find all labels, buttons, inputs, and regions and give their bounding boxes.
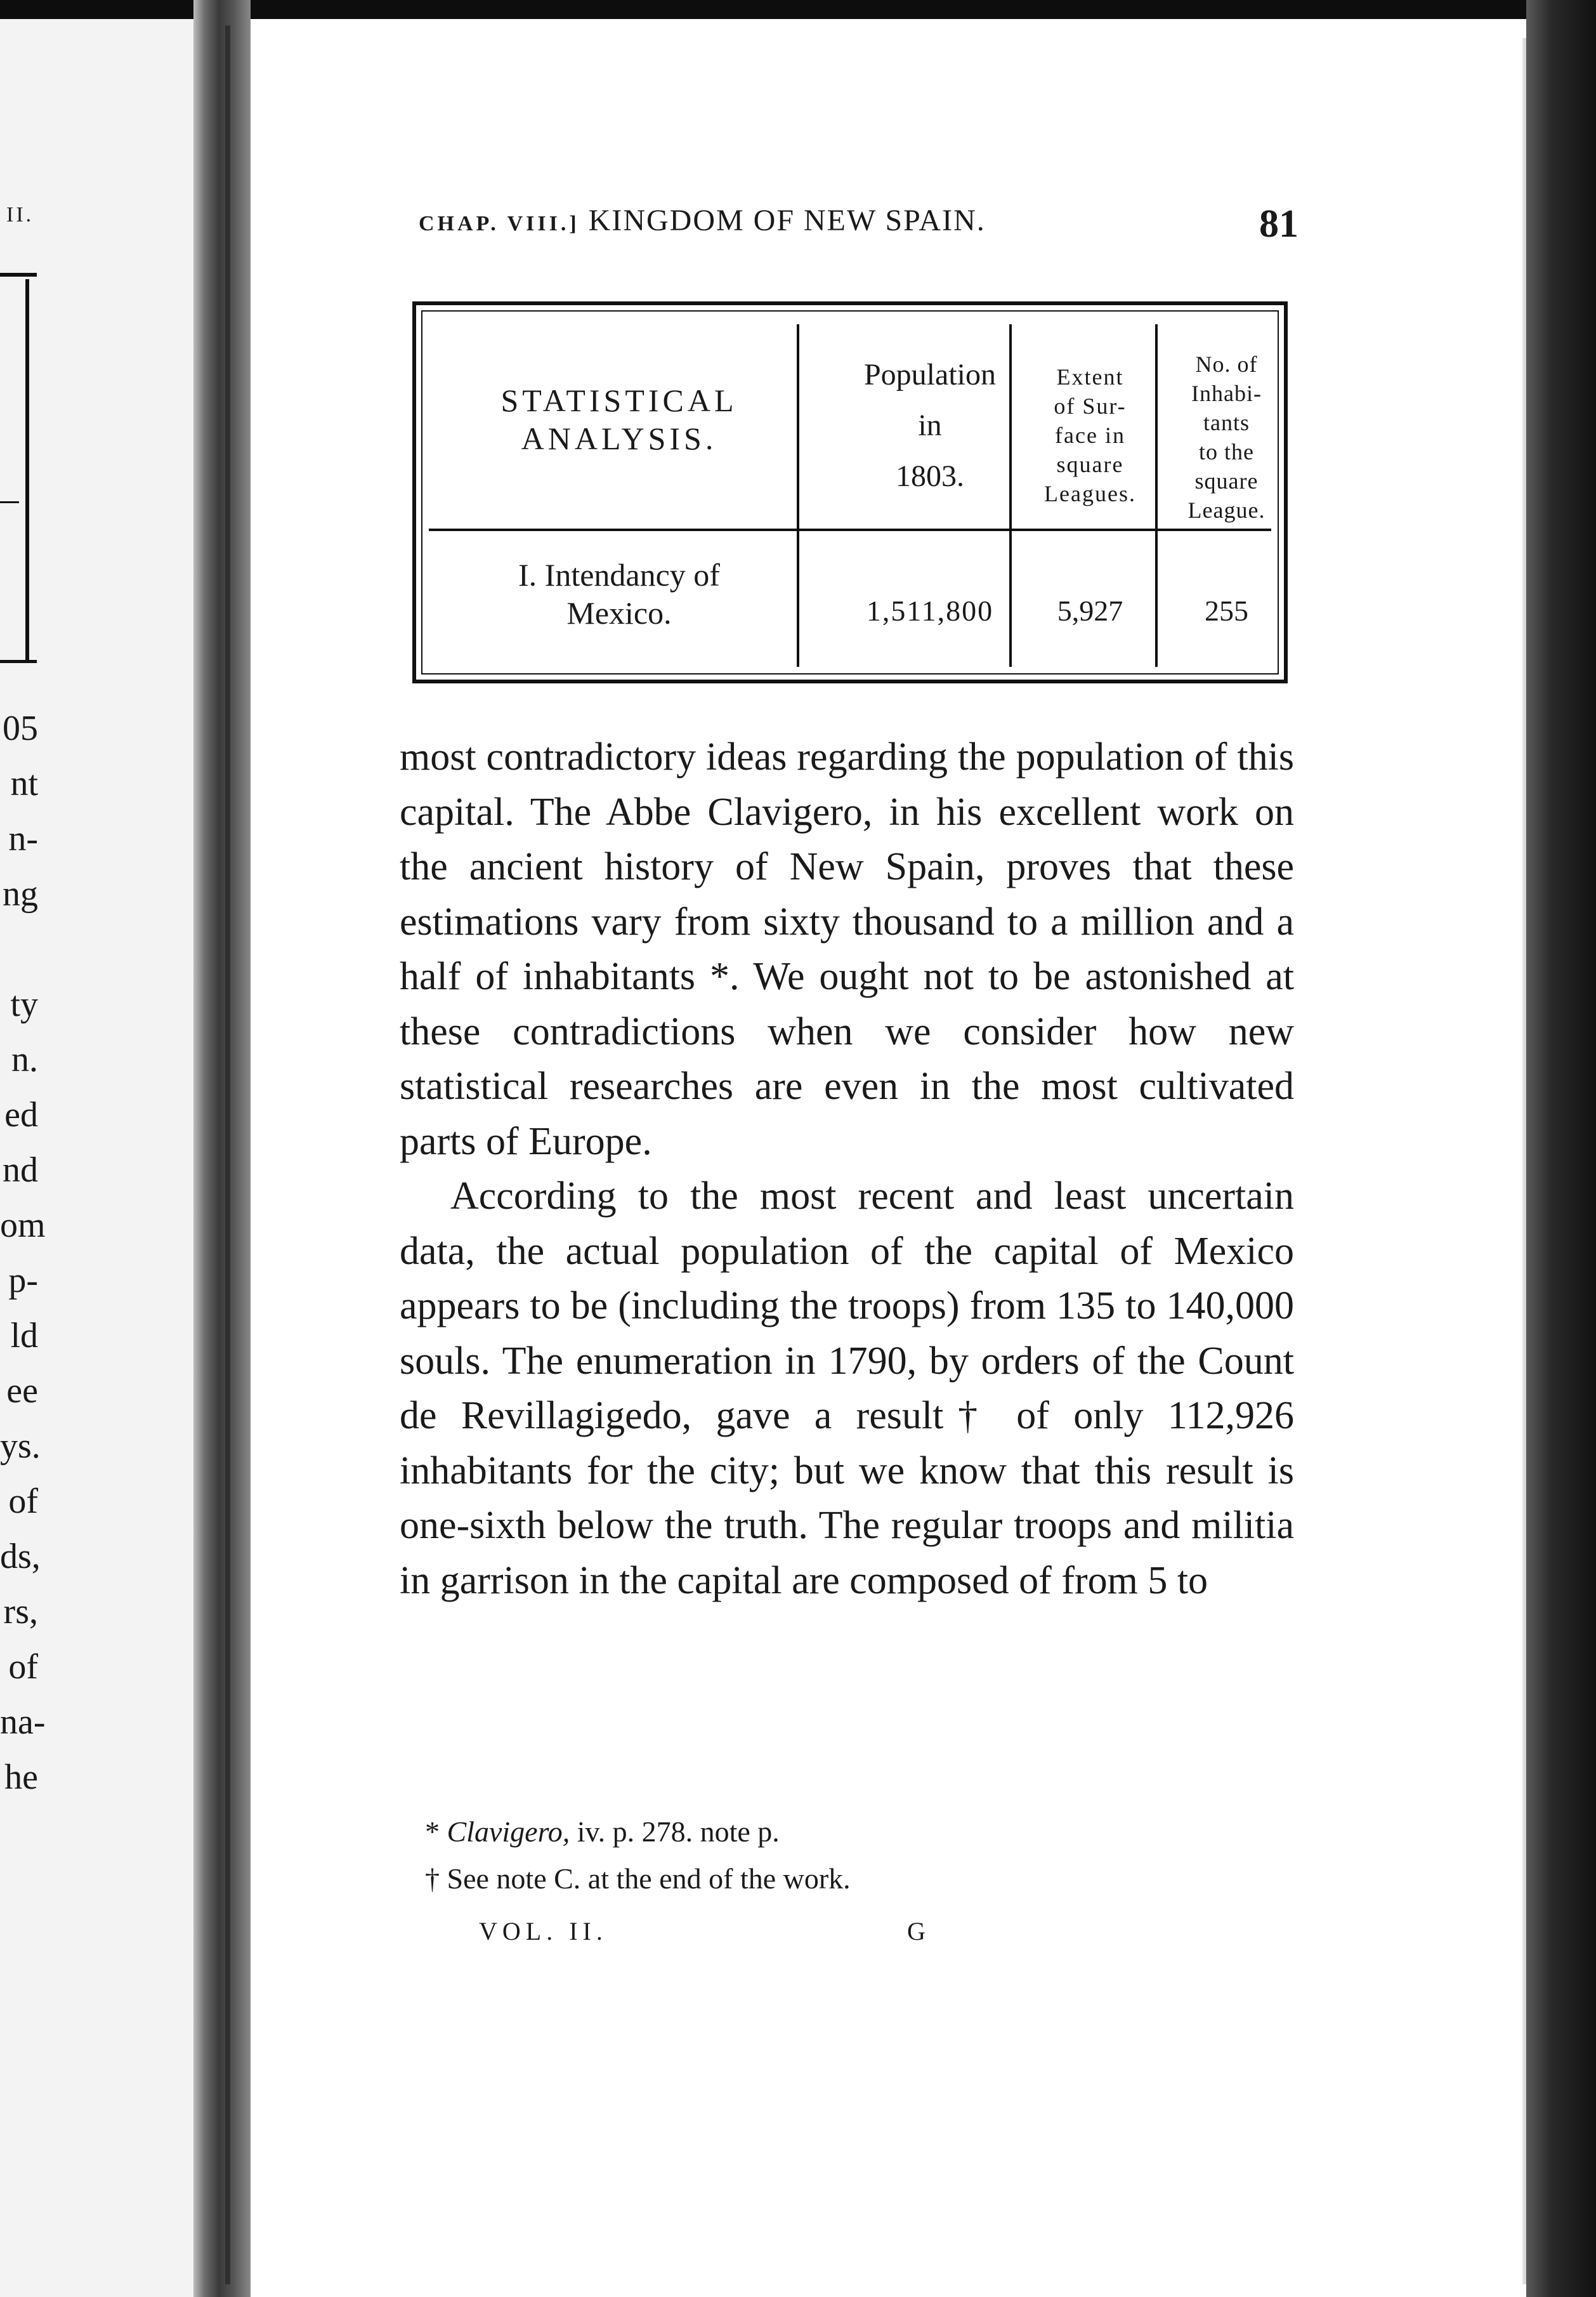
line-ending — [0, 922, 38, 977]
page-number: 81 — [1259, 202, 1298, 246]
running-title: KINGDOM OF NEW SPAIN. — [588, 204, 986, 237]
signature-mark: G — [907, 1917, 926, 1945]
line-ending: rs, — [3, 1592, 38, 1631]
chapter-label: CHAP. VIII.] — [419, 212, 580, 235]
header-line: to the — [1199, 439, 1254, 464]
line-ending: nd — [3, 1150, 38, 1190]
line-ending: na- — [0, 1702, 46, 1742]
footnotes — [425, 1808, 1313, 1902]
book-gutter — [193, 0, 251, 2297]
paragraph: most contradictory ideas regarding the population of this capital. The Abbe Clavigero, in his excellent work on the ancient history of New Spain, proves that these estimations vary from sixty thousand to a million and a half of inhabitants *. We ought not to be astonished at these contradictions when we consider how new statistical researches are even in the most cultivated parts of Europe. — [400, 735, 1294, 1163]
line-ending: ee — [6, 1371, 38, 1411]
line-ending: p- — [8, 1261, 38, 1300]
table-row-label — [429, 556, 809, 632]
row-label-line: I. Intendancy of — [518, 557, 720, 593]
facing-table-bottom — [0, 660, 37, 663]
header-line: League. — [1187, 497, 1266, 523]
line-ending: ys. — [0, 1426, 41, 1466]
facing-page-header: II. — [6, 203, 34, 227]
line-ending: of — [8, 1482, 38, 1521]
footnote — [425, 1808, 1313, 1855]
footnote-text: iv. p. 278. note p. — [570, 1815, 780, 1848]
facing-table-border — [25, 279, 29, 660]
running-head — [419, 203, 986, 238]
header-line: of Sur- — [1054, 393, 1127, 419]
table-header-population — [797, 350, 1063, 502]
line-ending: ed — [4, 1095, 38, 1135]
header-line: 1803. — [896, 459, 964, 493]
line-ending: n- — [8, 819, 38, 859]
footnote-italic: Clavigero, — [447, 1815, 570, 1848]
table-column-divider — [797, 324, 799, 667]
line-ending: nt — [10, 764, 38, 803]
row-label-line: Mexico. — [566, 595, 672, 631]
table-header-inhabitants — [1155, 350, 1298, 525]
table-cell-population: 1,511,800 — [866, 595, 994, 627]
line-ending: 05 — [3, 709, 38, 748]
line-ending: of — [8, 1647, 38, 1687]
header-line: face in — [1055, 423, 1125, 448]
line-ending: om — [0, 1206, 46, 1245]
volume-signature: VOL. II. — [479, 1917, 608, 1945]
statistical-table — [412, 301, 1288, 683]
facing-page-fragment — [0, 19, 193, 2297]
line-ending: ld — [10, 1316, 38, 1355]
line-ending: ng — [3, 874, 38, 914]
table-header-analysis: STATISTICAL ANALYSIS. — [500, 383, 738, 456]
header-line: in — [918, 409, 942, 442]
footnote-mark: * — [425, 1815, 440, 1848]
header-line: square — [1056, 452, 1124, 477]
facing-page-line-endings — [0, 701, 46, 1805]
table-header-extent — [1009, 362, 1171, 508]
table-cell-inhabitants: 255 — [1205, 595, 1248, 627]
header-line: square — [1194, 468, 1259, 494]
table-column-divider — [1009, 324, 1012, 667]
header-line: Extent — [1056, 364, 1124, 390]
line-ending: he — [4, 1758, 38, 1797]
paragraph: According to the most recent and least uncertain data, the actual population of the capital of Mexico appears to be (including the troops) from 135 to 140,000 souls. The enumeration in 1790, by orders of the Count de Revillagigedo, gave a result† of only 112,926 inhabitants for the city; but we know that this result is one-sixth below the truth. The regular troops and militia in garrison in the capital are composed of from 5 to — [400, 1175, 1294, 1602]
footnote-text: See note C. at the end of the work. — [440, 1862, 851, 1895]
header-line: tants — [1203, 410, 1250, 435]
line-ending: ds, — [0, 1537, 41, 1576]
table-header-divider — [429, 529, 1271, 531]
footnote — [425, 1855, 1313, 1902]
table-cell-extent: 5,927 — [1057, 595, 1123, 627]
header-line: Inhabi- — [1191, 381, 1262, 406]
facing-table-line — [0, 501, 19, 503]
header-line: No. of — [1195, 352, 1258, 377]
gutter-shadow — [225, 25, 230, 2284]
facing-table-rule — [0, 273, 37, 277]
scan-right-border — [1526, 0, 1596, 2297]
footnote-mark: † — [425, 1862, 440, 1895]
header-line: Leagues. — [1044, 481, 1136, 506]
table-column-divider — [1155, 324, 1158, 667]
header-line: Population — [863, 358, 996, 392]
line-ending: n. — [11, 1040, 38, 1079]
body-text — [400, 730, 1294, 1608]
line-ending: ty — [10, 985, 38, 1024]
